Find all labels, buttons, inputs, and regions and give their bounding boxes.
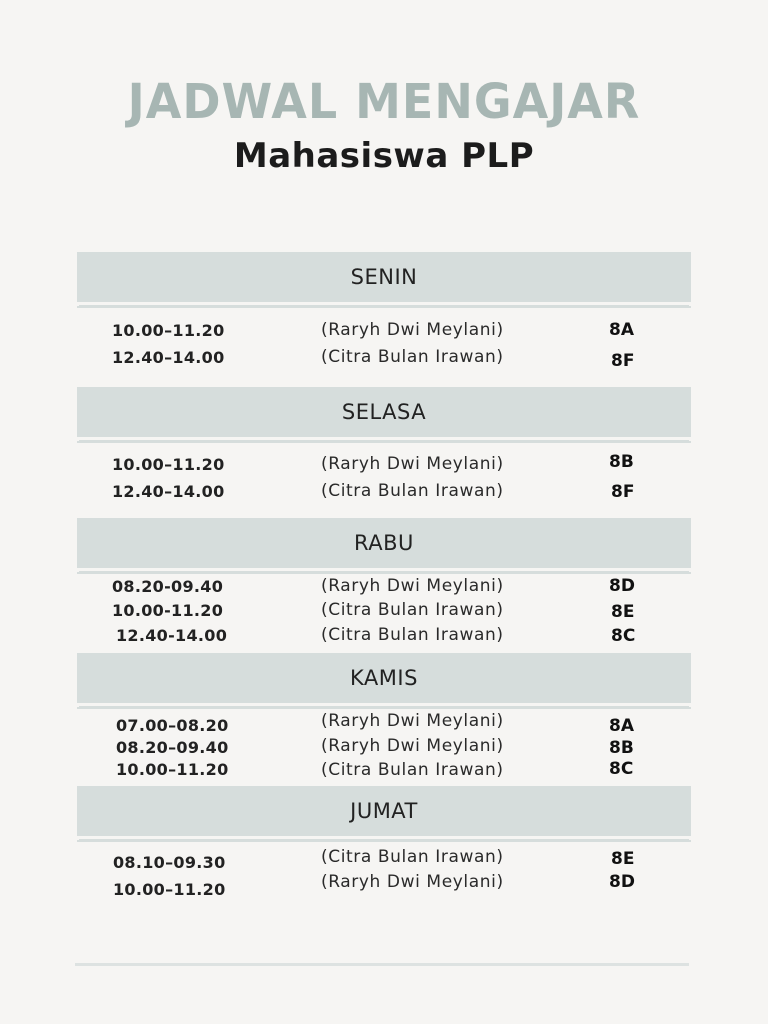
schedule-time: 08.20-09.40 — [112, 577, 224, 596]
day-header-senin: SENIN — [77, 252, 691, 305]
schedule-teacher: (Raryh Dwi Meylani) — [321, 576, 504, 596]
schedule-time: 10.00-11.20 — [112, 601, 224, 620]
schedule-time: 10.00–11.20 — [112, 321, 225, 340]
schedule-time: 08.20–09.40 — [116, 738, 229, 757]
day-header-kamis: KAMIS — [77, 653, 691, 706]
schedule-time: 12.40-14.00 — [116, 626, 228, 645]
schedule-class: 8C — [611, 626, 636, 646]
schedule-time: 12.40–14.00 — [112, 482, 225, 501]
schedule-teacher: (Raryh Dwi Meylani) — [321, 320, 504, 340]
schedule-time: 10.00–11.20 — [112, 455, 225, 474]
schedule-class: 8A — [609, 716, 634, 736]
page-title: JADWAL MENGAJAR — [127, 72, 641, 130]
schedule-class: 8B — [609, 452, 634, 472]
schedule-class: 8A — [609, 320, 634, 340]
schedule-time: 12.40–14.00 — [112, 348, 225, 367]
day-header-rabu: RABU — [77, 518, 691, 571]
schedule-teacher: (Citra Bulan Irawan) — [321, 600, 504, 620]
schedule-time: 07.00–08.20 — [116, 716, 229, 735]
schedule-teacher: (Citra Bulan Irawan) — [321, 481, 504, 501]
schedule-teacher: (Citra Bulan Irawan) — [321, 625, 504, 645]
page-subtitle: Mahasiswa PLP — [233, 136, 535, 176]
schedule-class: 8F — [611, 482, 635, 502]
schedule-class: 8E — [611, 849, 635, 869]
schedule-time: 08.10–09.30 — [113, 853, 226, 872]
schedule-class: 8D — [609, 872, 635, 892]
schedule-teacher: (Raryh Dwi Meylani) — [321, 736, 504, 756]
schedule-teacher: (Citra Bulan Irawan) — [321, 347, 504, 367]
day-header-selasa: SELASA — [77, 387, 691, 440]
schedule-class: 8E — [611, 602, 635, 622]
schedule-class: 8C — [609, 759, 634, 779]
schedule-time: 10.00–11.20 — [113, 880, 226, 899]
schedule-teacher: (Citra Bulan Irawan) — [321, 847, 504, 867]
schedule-teacher: (Raryh Dwi Meylani) — [321, 711, 504, 731]
schedule-class: 8B — [609, 738, 634, 758]
schedule-time: 10.00–11.20 — [116, 760, 229, 779]
schedule-teacher: (Citra Bulan Irawan) — [321, 760, 504, 780]
schedule-class: 8F — [611, 351, 635, 371]
bottom-divider — [75, 963, 689, 966]
schedule-teacher: (Raryh Dwi Meylani) — [321, 872, 504, 892]
schedule-teacher: (Raryh Dwi Meylani) — [321, 454, 504, 474]
day-header-jumat: JUMAT — [77, 786, 691, 839]
schedule-class: 8D — [609, 576, 635, 596]
